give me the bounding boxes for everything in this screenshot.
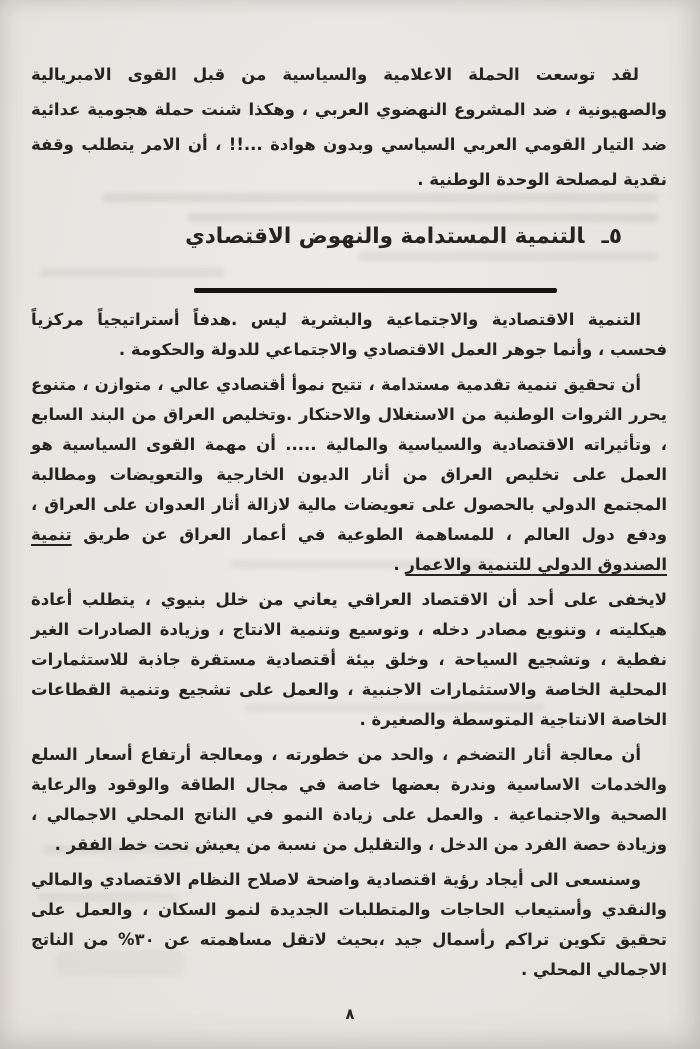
paragraph-text: أن تحقيق تنمية تقدمية مستدامة ، تتيح نموأ أقتصادي عالي ، متوازن ، متنوع يحرر الثروات الوطنية من الاستغلال والاحتكار .وتخليص العراق من البند السابع ، وتأثيراته الاقتصادية والسياسية والمالية ..... أن مهمة القوى السياسية هو العمل على تخليص العراق من أثار الديون الخارجية والتعويضات ومطالبة المجتمع الدولي بالحصول على تعويضات مالية لازالة أثار العدوان على العراق ، ودفع دول العالم ، للمساهمة الطوعية في أعمار العراق عن طريق [31,375,667,544]
heading-divider-rule [194,288,557,293]
body-paragraph-economy-restructuring: لايخفى على أحد أن الاقتصاد العراقي يعاني من خلل بنيوي ، يتطلب أعادة هيكليته ، وتنويع مصادر دخله ، وتوسيع وتنمية الانتاج ، وزيادة الصادرات الغير نفطية ، وتشجيع السياحة ، وخلق بيئة أقتصادية مستقرة جاذبة للاستثمارات المحلية الخاصة والاستثمارات الاجنبية ، والعمل على تشجيع وتنمية القطاعات الخاصة الانتاجية المتوسطة والصغيرة . [31,590,667,729]
bleed-through-artifact [358,252,658,261]
section-title: التنمية المستدامة والنهوض الاقتصادي [185,224,585,249]
bleed-through-artifact [40,268,225,277]
body-paragraph-debt-relief [31,370,667,580]
body-paragraph-inflation: أن معالجة أثار التضخم ، والحد من خطورته ، ومعالجة أرتفاع أسعار السلع والخدمات الاساسية وندرة بعضها خاصة في مجال الطاقة والوقود والرعاية الصحية والاجتماعية . والعمل على زيادة النمو في الناتج المحلي الاجمالي ، وزيادة حصة الفرد من الدخل ، والتقليل من نسبة من يعيش تحت خط الفقر . [31,745,667,854]
bleed-through-artifact [188,213,658,222]
page-number: ٨ [345,1005,355,1023]
body-paragraph-development-goal: التنمية الاقتصادية والاجتماعية والبشرية ليس .هدفاً أستراتيجياً مركزياً فحسب ، وأنما جوهر العمل الاقتصادي والاجتماعي للدولة والحكومة . [31,310,667,359]
section-heading [185,224,622,249]
section-number: ٥ـ [601,224,622,249]
body-paragraph-economic-vision: وسنسعى الى أيجاد رؤية اقتصادية واضحة لاصلاح النظام الاقتصادي والمالي والنقدي وأستيعاب الحاجات والمتطلبات الجديدة لنمو السكان ، والعمل على تحقيق تكوين تراكم رأسمال جيد ،بحيث لاتقل مساهمته عن ٣٠% من الناتج الاجمالي المحلي . [31,870,667,979]
section-body [31,305,667,990]
intro-paragraph: لقد توسعت الحملة الاعلامية والسياسية من قبل القوى الامبريالية والصهيونية ، ضد المشروع النهضوي العربي ، وهكذا شنت حملة هجومية عدائية ضد التيار القومي العربي السياسي وبدون هوادة ...!! ، أن الامر يتطلب وقفة نقدية لمصلحة الوحدة الوطنية . [31,65,667,189]
underlined-fund-phrase: تنمية الصندوق الدولي للتنمية والاعمار [31,525,667,574]
paragraph-text: . [393,555,406,574]
